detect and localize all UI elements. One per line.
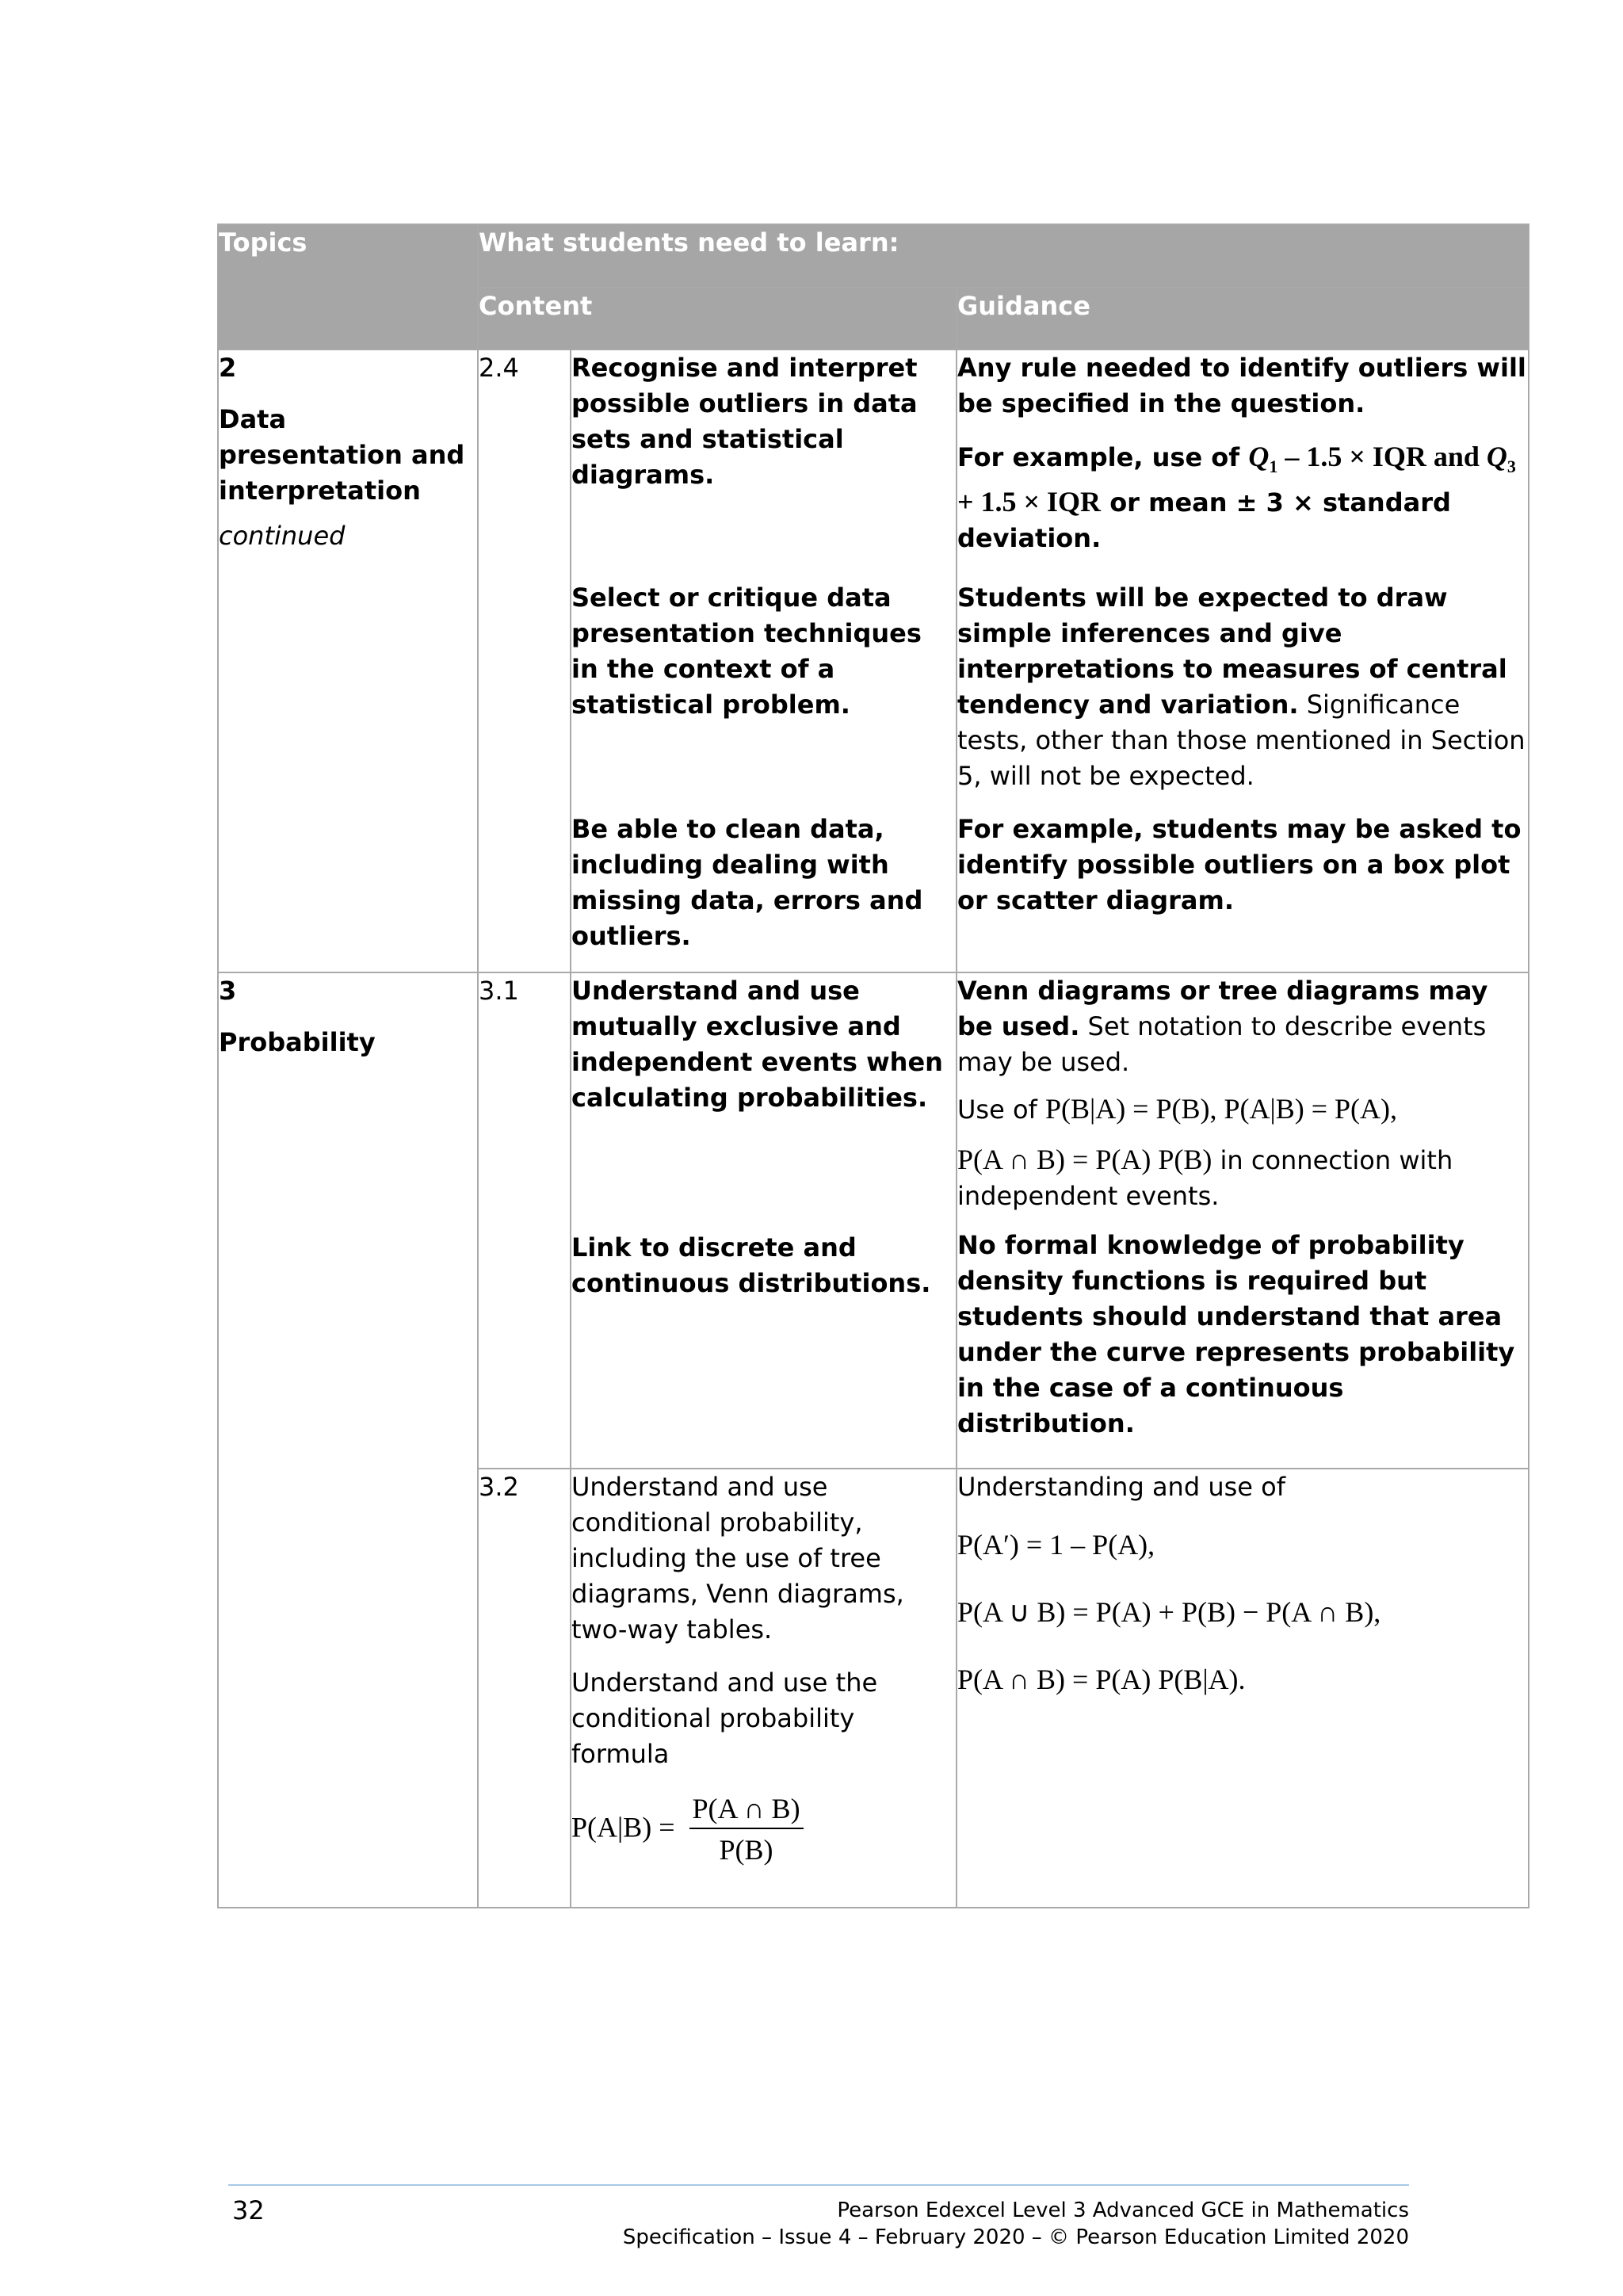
content-item: Understand and use conditional probability, including the use of tree diagrams, Venn diagrams, two-way tables. bbox=[571, 1472, 904, 1645]
formula-numerator: P(A ∩ B) bbox=[689, 1790, 804, 1829]
union-formula: P(A ∪ B) = P(A) + P(B) − P(A ∩ B), bbox=[957, 1596, 1381, 1628]
content-cell-3-1 bbox=[571, 972, 957, 1469]
content-item: Be able to clean data, including dealing with missing data, errors and outliers. bbox=[571, 814, 923, 951]
footer-title: Pearson Edexcel Level 3 Advanced GCE in Mathematics bbox=[837, 2199, 1409, 2222]
content-item: Select or critique data presentation techniques in the context of a statistical problem. bbox=[571, 583, 922, 720]
guidance-item: No formal knowledge of probability density functions is required but students should understand that area under the curve represents probability in the case of a continuous distribution. bbox=[957, 1230, 1515, 1438]
specification-table bbox=[217, 223, 1529, 1908]
guidance-header: Guidance bbox=[957, 288, 1529, 350]
topic-cell-2 bbox=[218, 350, 478, 972]
ref-cell: 3.1 bbox=[478, 972, 571, 1469]
content-item: Understand and use the conditional probability formula bbox=[571, 1668, 878, 1769]
conditional-probability-formula bbox=[571, 1790, 956, 1870]
topics-header: Topics bbox=[218, 224, 478, 350]
topic-continued: continued bbox=[219, 521, 346, 551]
guidance-cell-2-4 bbox=[957, 350, 1529, 972]
ref-cell: 3.2 bbox=[478, 1469, 571, 1908]
page-number: 32 bbox=[232, 2195, 265, 2225]
content-cell-3-2 bbox=[571, 1469, 957, 1908]
content-item: Understand and use mutually exclusive and independent events when calculating probabilities. bbox=[571, 976, 943, 1113]
intersection-formula: P(A ∩ B) = P(A) P(B|A). bbox=[957, 1664, 1246, 1695]
independence-formula: P(B|A) = P(B), P(A|B) = P(A), bbox=[1044, 1093, 1398, 1125]
footer-divider bbox=[228, 2184, 1409, 2186]
content-header: Content bbox=[478, 288, 957, 350]
topic-name: Probability bbox=[219, 1027, 376, 1057]
guidance-item: Understanding and use of bbox=[957, 1472, 1285, 1502]
topic-name: Data presentation and interpretation bbox=[219, 404, 465, 506]
guidance-text: For example, use of bbox=[957, 442, 1240, 472]
table-row-topic-3-1 bbox=[218, 972, 1529, 1469]
content-cell-2-4 bbox=[571, 350, 957, 972]
guidance-item: Students will be expected to draw simple inferences and give interpretations to measures of central tendency and variation. Significance tests, other than those mentioned in Section 5, will not be expected. bbox=[957, 583, 1526, 791]
content-item: Link to discrete and continuous distributions. bbox=[571, 1232, 931, 1298]
guidance-item bbox=[957, 439, 1528, 580]
guidance-item: For example, students may be asked to identify possible outliers on a box plot or scatter diagram. bbox=[957, 814, 1522, 915]
what-students-header: What students need to learn: bbox=[478, 224, 1529, 288]
guidance-text: or mean ± 3 × standard deviation. bbox=[957, 487, 1451, 554]
topic-number: 3 bbox=[219, 976, 237, 1006]
content-item: Recognise and interpret possible outliers in data sets and statistical diagrams. bbox=[571, 353, 918, 490]
product-rule-formula: P(A ∩ B) = P(A) P(B) bbox=[957, 1144, 1212, 1175]
topic-cell-3 bbox=[218, 972, 478, 1908]
guidance-item: Any rule needed to identify outliers will be specified in the question. bbox=[957, 353, 1526, 418]
guidance-item: P(A ∩ B) = P(A) P(B) in connection with independent events. bbox=[957, 1144, 1453, 1211]
guidance-cell-3-1 bbox=[957, 972, 1529, 1469]
formula-lhs: P(A|B) = bbox=[571, 1811, 675, 1843]
guidance-item: Use of P(B|A) = P(B), P(A|B) = P(A), bbox=[957, 1093, 1398, 1125]
ref-cell: 2.4 bbox=[478, 350, 571, 972]
topic-number: 2 bbox=[219, 353, 237, 383]
formula-denominator: P(B) bbox=[719, 1834, 773, 1866]
footer-issue: Specification – Issue 4 – February 2020 – © Pearson Education Limited 2020 bbox=[622, 2225, 1409, 2249]
table-row-topic-2 bbox=[218, 350, 1529, 972]
complement-formula: P(A′) = 1 – P(A), bbox=[957, 1529, 1155, 1561]
formula-fraction bbox=[689, 1790, 804, 1870]
guidance-item: Venn diagrams or tree diagrams may be used. Set notation to describe events may be used. bbox=[957, 976, 1488, 1077]
outlier-formula: $Q_1 - 1.5$ × IQR and $Q_3 + 1.5$ × IQR bbox=[957, 441, 1516, 518]
guidance-cell-3-2 bbox=[957, 1469, 1529, 1908]
